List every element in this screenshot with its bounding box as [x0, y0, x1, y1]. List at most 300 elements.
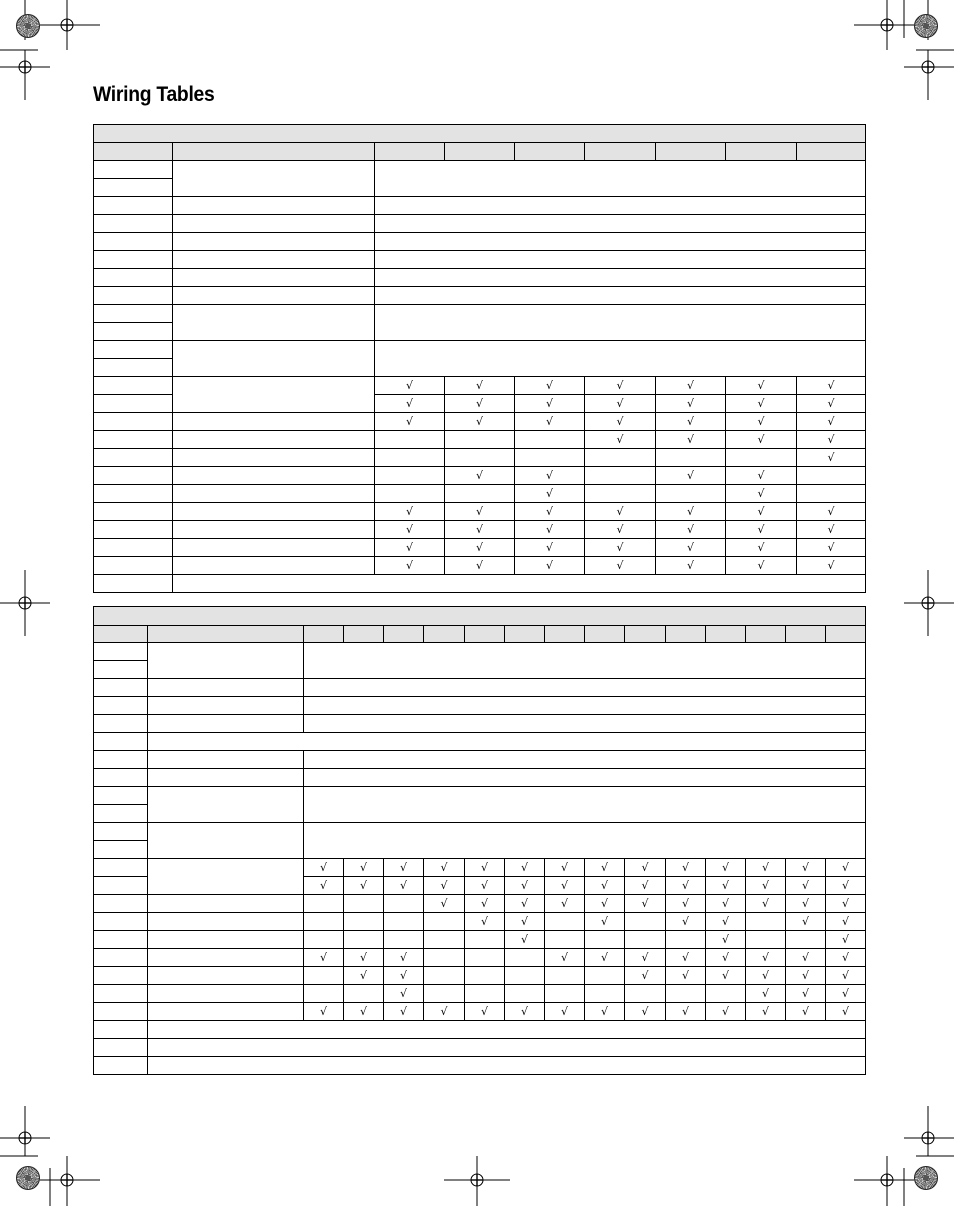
empty-cell [585, 967, 625, 985]
check-mark-cell [465, 895, 505, 913]
check-mark-cell [585, 877, 625, 895]
check-mark-cell [656, 521, 726, 539]
check-mark-cell [656, 377, 726, 395]
check-mark: √ [475, 522, 483, 536]
check-mark-cell [666, 877, 706, 895]
check-mark: √ [681, 968, 689, 982]
check-mark: √ [761, 1004, 769, 1018]
check-mark-cell [797, 539, 866, 557]
check-mark-cell [585, 1003, 625, 1021]
check-mark-cell [304, 877, 344, 895]
empty-cell [465, 949, 505, 967]
check-mark-cell [515, 395, 585, 413]
check-mark: √ [841, 986, 849, 1000]
row-description-cell [148, 823, 304, 859]
check-mark-cell [797, 395, 866, 413]
check-mark-cell [746, 967, 786, 985]
row-description-cell [173, 197, 375, 215]
table-row [94, 575, 866, 593]
check-mark: √ [761, 860, 769, 874]
table-row [94, 431, 866, 449]
column-header-cell [148, 626, 304, 643]
column-header-cell [746, 626, 786, 643]
row-code-cell [94, 503, 173, 521]
row-code-cell [94, 287, 173, 305]
table-header-band [94, 125, 866, 143]
check-mark-cell [625, 877, 666, 895]
empty-cell [465, 967, 505, 985]
color-rosette-bottom-left [16, 1166, 40, 1190]
row-description-cell [148, 643, 304, 679]
column-header-cell [384, 626, 424, 643]
empty-cell [505, 949, 545, 967]
empty-cell [625, 931, 666, 949]
column-header-cell [445, 143, 515, 161]
check-mark: √ [399, 968, 407, 982]
column-header-cell [505, 626, 545, 643]
check-mark-cell [424, 877, 465, 895]
empty-cell [424, 985, 465, 1003]
column-header-cell [826, 626, 866, 643]
check-mark: √ [480, 1004, 488, 1018]
check-mark: √ [440, 896, 448, 910]
check-mark-cell [746, 895, 786, 913]
table-row [94, 557, 866, 575]
column-header-cell [786, 626, 826, 643]
check-mark-cell [384, 985, 424, 1003]
check-mark-cell [826, 985, 866, 1003]
empty-cell [797, 485, 866, 503]
table-row [94, 913, 866, 931]
check-mark: √ [641, 968, 649, 982]
empty-cell [625, 913, 666, 931]
row-description-cell [173, 503, 375, 521]
check-mark: √ [545, 558, 553, 572]
check-mark: √ [721, 932, 729, 946]
empty-cell [375, 431, 445, 449]
check-mark: √ [686, 378, 694, 392]
page-title: Wiring Tables [93, 83, 215, 106]
check-mark-cell [424, 859, 465, 877]
check-mark: √ [616, 414, 624, 428]
table-row [94, 305, 866, 323]
empty-cell [304, 985, 344, 1003]
empty-cell [585, 931, 625, 949]
row-description-cell [148, 1021, 866, 1039]
table-row [94, 521, 866, 539]
empty-cell [384, 895, 424, 913]
check-mark-cell [726, 431, 797, 449]
check-mark: √ [681, 860, 689, 874]
header-cell [94, 125, 866, 143]
table-row [94, 341, 866, 359]
row-description-cell [148, 787, 304, 823]
check-mark-cell [545, 877, 585, 895]
check-mark-cell [585, 895, 625, 913]
check-mark-cell [424, 895, 465, 913]
row-description-cell [173, 305, 375, 341]
row-code-cell [94, 949, 148, 967]
check-mark: √ [520, 860, 528, 874]
table-row [94, 859, 866, 877]
row-description-cell [173, 215, 375, 233]
row-code-cell [94, 877, 148, 895]
table-row [94, 967, 866, 985]
check-mark: √ [359, 878, 367, 892]
row-code-cell [94, 233, 173, 251]
check-mark-cell [465, 913, 505, 931]
check-mark: √ [827, 540, 835, 554]
check-mark: √ [319, 950, 327, 964]
column-header-cell [173, 143, 375, 161]
check-mark-cell [826, 1003, 866, 1021]
check-mark: √ [641, 896, 649, 910]
check-mark: √ [841, 950, 849, 964]
check-mark: √ [757, 378, 765, 392]
check-mark-cell [826, 859, 866, 877]
check-mark-cell [706, 877, 746, 895]
row-code-cell [94, 449, 173, 467]
check-mark-cell [375, 377, 445, 395]
table-row [94, 503, 866, 521]
empty-cell [445, 485, 515, 503]
check-mark: √ [721, 860, 729, 874]
check-mark-cell [585, 859, 625, 877]
row-code-cell [94, 661, 148, 679]
check-mark: √ [319, 878, 327, 892]
check-mark-cell [797, 449, 866, 467]
table-row [94, 215, 866, 233]
empty-cell [344, 895, 384, 913]
check-mark-cell [797, 377, 866, 395]
check-mark-cell [585, 377, 656, 395]
column-header-cell [545, 626, 585, 643]
check-mark-cell [585, 521, 656, 539]
check-mark-cell [786, 859, 826, 877]
row-description-cell [148, 751, 304, 769]
check-mark: √ [475, 540, 483, 554]
check-mark-cell [826, 931, 866, 949]
check-mark-cell [797, 521, 866, 539]
check-mark: √ [841, 932, 849, 946]
row-code-cell [94, 931, 148, 949]
check-mark-cell [746, 985, 786, 1003]
empty-cell [344, 985, 384, 1003]
empty-cell [505, 967, 545, 985]
row-code-cell [94, 985, 148, 1003]
check-mark-cell [625, 859, 666, 877]
check-mark-cell [746, 949, 786, 967]
check-mark: √ [686, 540, 694, 554]
row-description-cell [148, 967, 304, 985]
empty-cell [424, 913, 465, 931]
row-code-cell [94, 431, 173, 449]
check-mark-cell [585, 431, 656, 449]
column-header-cell [706, 626, 746, 643]
table-row [94, 1003, 866, 1021]
check-mark: √ [681, 914, 689, 928]
row-description-cell [148, 895, 304, 913]
check-mark: √ [475, 468, 483, 482]
check-mark-cell [545, 1003, 585, 1021]
row-value-span [375, 269, 866, 287]
check-mark-cell [726, 557, 797, 575]
check-mark-cell [465, 1003, 505, 1021]
row-description-cell [148, 715, 304, 733]
check-mark: √ [721, 950, 729, 964]
check-mark: √ [616, 522, 624, 536]
empty-cell [304, 967, 344, 985]
check-mark: √ [757, 432, 765, 446]
table-row [94, 985, 866, 1003]
check-mark-cell [465, 877, 505, 895]
check-mark: √ [641, 860, 649, 874]
check-mark: √ [801, 896, 809, 910]
row-code-cell [94, 679, 148, 697]
column-header-cell [465, 626, 505, 643]
check-mark: √ [399, 986, 407, 1000]
check-mark-cell [666, 949, 706, 967]
check-mark-cell [344, 877, 384, 895]
check-mark-cell [656, 413, 726, 431]
table-row [94, 377, 866, 395]
check-mark-cell [666, 913, 706, 931]
empty-cell [515, 431, 585, 449]
check-mark-cell [384, 949, 424, 967]
column-header-cell [797, 143, 866, 161]
check-mark-cell [826, 967, 866, 985]
row-code-cell [94, 179, 173, 197]
check-mark: √ [841, 878, 849, 892]
empty-cell [726, 449, 797, 467]
row-code-cell [94, 1003, 148, 1021]
check-mark-cell [375, 413, 445, 431]
row-code-cell [94, 697, 148, 715]
check-mark-cell [445, 503, 515, 521]
row-code-cell [94, 787, 148, 805]
row-value-span [375, 251, 866, 269]
row-code-cell [94, 823, 148, 841]
empty-cell [786, 931, 826, 949]
empty-cell [304, 913, 344, 931]
row-description-cell [173, 575, 866, 593]
row-code-cell [94, 341, 173, 359]
column-header-cell [625, 626, 666, 643]
check-mark-cell [826, 949, 866, 967]
check-mark: √ [616, 558, 624, 572]
check-mark: √ [686, 414, 694, 428]
row-description-cell [173, 485, 375, 503]
check-mark-cell [344, 1003, 384, 1021]
check-mark-cell [786, 913, 826, 931]
check-mark: √ [480, 860, 488, 874]
check-mark-cell [515, 521, 585, 539]
check-mark-cell [666, 895, 706, 913]
check-mark: √ [827, 558, 835, 572]
row-description-cell [148, 859, 304, 895]
row-description-cell [148, 931, 304, 949]
color-rosette-top-right [914, 14, 938, 38]
check-mark: √ [520, 1004, 528, 1018]
row-code-cell [94, 1057, 148, 1075]
row-description-cell [173, 539, 375, 557]
check-mark-cell [746, 877, 786, 895]
check-mark: √ [545, 540, 553, 554]
row-description-cell [148, 949, 304, 967]
empty-cell [666, 931, 706, 949]
check-mark: √ [827, 396, 835, 410]
check-mark-cell [344, 859, 384, 877]
row-description-cell [148, 697, 304, 715]
check-mark-cell [384, 1003, 424, 1021]
empty-cell [505, 985, 545, 1003]
empty-cell [585, 485, 656, 503]
empty-cell [375, 485, 445, 503]
row-description-cell [173, 269, 375, 287]
check-mark-cell [786, 895, 826, 913]
empty-cell [585, 985, 625, 1003]
table-row [94, 1057, 866, 1075]
check-mark-cell [706, 967, 746, 985]
check-mark-cell [786, 949, 826, 967]
empty-cell [445, 431, 515, 449]
row-description-cell [173, 251, 375, 269]
check-mark: √ [475, 378, 483, 392]
check-mark-cell [375, 503, 445, 521]
table-row [94, 931, 866, 949]
check-mark: √ [641, 878, 649, 892]
check-mark: √ [520, 878, 528, 892]
table-row [94, 161, 866, 179]
check-mark: √ [757, 486, 765, 500]
row-code-cell [94, 485, 173, 503]
check-mark-cell [515, 539, 585, 557]
check-mark: √ [801, 914, 809, 928]
row-description-cell [173, 161, 375, 197]
check-mark-cell [585, 557, 656, 575]
check-mark: √ [359, 950, 367, 964]
row-code-cell [94, 197, 173, 215]
row-code-cell [94, 323, 173, 341]
empty-cell [545, 931, 585, 949]
check-mark: √ [405, 414, 413, 428]
check-mark-cell [746, 1003, 786, 1021]
check-mark: √ [721, 896, 729, 910]
row-value-span [304, 769, 866, 787]
check-mark: √ [681, 878, 689, 892]
empty-cell [585, 467, 656, 485]
check-mark-cell [826, 895, 866, 913]
row-description-cell [173, 233, 375, 251]
check-mark: √ [686, 504, 694, 518]
empty-cell [344, 913, 384, 931]
check-mark: √ [475, 558, 483, 572]
check-mark: √ [440, 878, 448, 892]
check-mark: √ [359, 1004, 367, 1018]
check-mark: √ [761, 878, 769, 892]
check-mark: √ [841, 860, 849, 874]
row-code-cell [94, 715, 148, 733]
row-code-cell [94, 751, 148, 769]
row-description-cell [148, 985, 304, 1003]
check-mark-cell [656, 503, 726, 521]
check-mark-cell [585, 539, 656, 557]
table-header-band [94, 607, 866, 626]
row-description-cell [148, 1057, 866, 1075]
check-mark-cell [797, 413, 866, 431]
check-mark: √ [480, 914, 488, 928]
check-mark: √ [545, 378, 553, 392]
check-mark: √ [757, 522, 765, 536]
check-mark: √ [721, 968, 729, 982]
empty-cell [545, 985, 585, 1003]
check-mark: √ [545, 504, 553, 518]
row-value-span [375, 233, 866, 251]
row-value-span [304, 715, 866, 733]
check-mark: √ [721, 878, 729, 892]
check-mark: √ [681, 950, 689, 964]
check-mark: √ [801, 986, 809, 1000]
table-row [94, 823, 866, 841]
check-mark: √ [761, 986, 769, 1000]
check-mark: √ [761, 968, 769, 982]
check-mark-cell [786, 985, 826, 1003]
check-mark: √ [560, 896, 568, 910]
empty-cell [424, 967, 465, 985]
check-mark-cell [505, 877, 545, 895]
check-mark-cell [375, 395, 445, 413]
check-mark: √ [721, 1004, 729, 1018]
wiring-table-1 [93, 124, 866, 593]
check-mark: √ [319, 860, 327, 874]
check-mark: √ [600, 950, 608, 964]
empty-cell [545, 913, 585, 931]
check-mark: √ [600, 878, 608, 892]
check-mark: √ [686, 468, 694, 482]
check-mark-cell [445, 467, 515, 485]
row-code-cell [94, 395, 173, 413]
row-value-span [304, 697, 866, 715]
check-mark-cell [304, 859, 344, 877]
row-description-cell [148, 1039, 866, 1057]
check-mark: √ [757, 414, 765, 428]
check-mark-cell [585, 395, 656, 413]
row-description-cell [173, 557, 375, 575]
check-mark: √ [475, 414, 483, 428]
check-mark-cell [505, 859, 545, 877]
check-mark-cell [304, 1003, 344, 1021]
table-row [94, 643, 866, 661]
check-mark-cell [625, 967, 666, 985]
check-mark-cell [515, 503, 585, 521]
check-mark-cell [786, 877, 826, 895]
row-code-cell [94, 1021, 148, 1039]
check-mark: √ [801, 878, 809, 892]
check-mark-cell [384, 967, 424, 985]
check-mark: √ [801, 860, 809, 874]
empty-cell [304, 895, 344, 913]
column-header-cell [94, 626, 148, 643]
check-mark: √ [681, 1004, 689, 1018]
check-mark-cell [726, 413, 797, 431]
wiring-table-2 [93, 606, 866, 1075]
empty-cell [585, 449, 656, 467]
check-mark: √ [801, 950, 809, 964]
empty-cell [545, 967, 585, 985]
check-mark-cell [726, 503, 797, 521]
check-mark-cell [445, 539, 515, 557]
row-description-cell [173, 341, 375, 377]
